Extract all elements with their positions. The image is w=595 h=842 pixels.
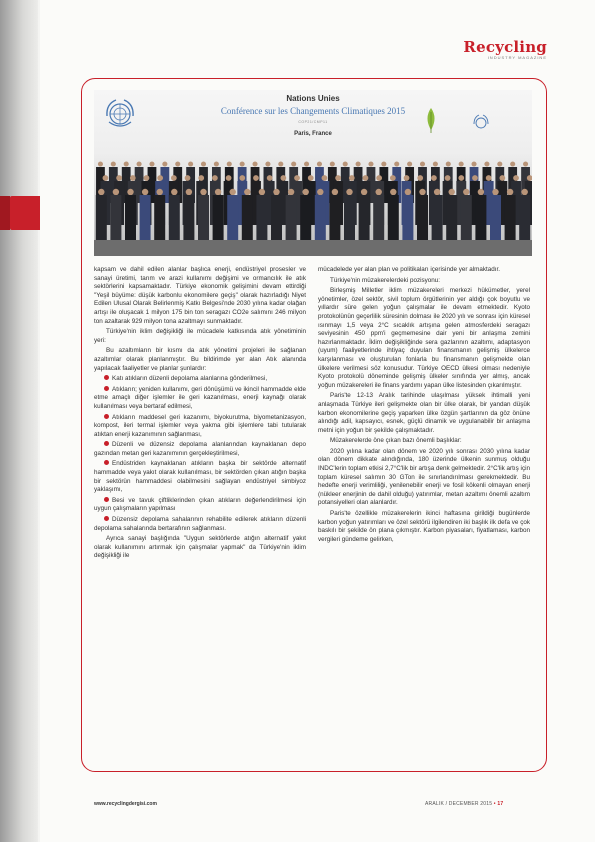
brand-tagline: INDUSTRY MAGAZINE bbox=[487, 55, 547, 60]
delegate-head bbox=[322, 175, 328, 181]
delegate-head bbox=[185, 175, 191, 181]
paragraph: 2020 yılına kadar olan dönem ve 2020 yılı sonrası 2030 yılına kadar olan dönem dikkate alındığında, 180 üzerinde ülkenin sunmuş olduğu INDC'lerin toplam etkisi 2,7°C'lik bir artışa denk gelmektedir. 2°C'lik artış için toplam küresel salımın 30 GTon ile sınırlandırılması gerekmektedir. Bu hedefte enerji verimliliği, yenilenebilir enerji ve fosil kökenli olmayan enerji (nükleer enerjinin de dahil olduğu) yatırımlar, metan azaltımı önemli azaltım potansiyelleri olan alanlardır. bbox=[318, 447, 530, 507]
delegate-head bbox=[267, 175, 273, 181]
delegate-head bbox=[376, 175, 382, 181]
brand-logo: Recycling bbox=[463, 38, 547, 56]
delegate-head bbox=[200, 189, 206, 195]
delegate-head bbox=[226, 175, 232, 181]
delegate-head bbox=[214, 161, 219, 166]
delegate-body bbox=[110, 195, 121, 245]
delegate-head bbox=[349, 175, 355, 181]
delegate-body bbox=[169, 195, 180, 245]
binding-spine bbox=[0, 0, 38, 842]
delegate-head bbox=[405, 189, 411, 195]
delegates-group-photo bbox=[94, 148, 532, 256]
delegate-head bbox=[390, 175, 396, 181]
paragraph: Türkiye'nin müzakerelerdeki pozisyonu: bbox=[330, 276, 441, 284]
delegate-head bbox=[343, 161, 348, 166]
delegate-head bbox=[186, 189, 192, 195]
bullet-paragraph: Atıkların maddesel geri kazanımı, biyokurutma, biyometanizasyon, kompost, ileri termal işlemler veya yakma gibi işlemlere tabi tutularak atıktan enerji kazanımının sağlanması, bbox=[94, 413, 306, 438]
delegate-body bbox=[154, 195, 165, 245]
delegate-head bbox=[507, 189, 513, 195]
delegate-head bbox=[273, 189, 279, 195]
bullet-paragraph: Düzensiz depolama sahalarının rehabilite edilerek atıkların düzenli depolama sahalarında bertarafının sağlanması. bbox=[94, 516, 306, 532]
delegate-head bbox=[259, 189, 265, 195]
delegate-head bbox=[98, 189, 104, 195]
delegate-head bbox=[332, 189, 338, 195]
banner-city: Paris, France bbox=[294, 131, 332, 137]
paragraph: Birleşmiş Milletler iklim müzakereleri merkezi hükümetler, yerel yönetimler, özel sektör, sivil toplum örgütlerinin yer aldığı çok boyutlu ve yıllardır süre gelen yoğun çalışmalar ile devam etmektedir. Kyoto protokolünün geçerlilik süresinin dolması ile 2020 yılı ve sonrası için küresel ısınmayı 1,5 veya 2°C sıcaklık artışına gelen atmosferdeki seragazı seviyesinin 450 ppm'i geçmemesine dair yeni bir anlaşma zemini hazırlanmaktadır. İklim değişikliğinde sera gazlarının azaltımı, adaptasyon (uyum) faaliyetlerinde ihtiyaç duyulan finansmanın gelişmiş ülkelerce karşılanması ve oluşturulan fonlarla bu finansmanın gelişmekte olan ülkelere verilmesi söz konusudur. Türkiye OECD ülkesi olması nedeniyle Kyoto protokolü döneminde gelişmiş ülkeler sınıfında yer almış, ancak yoğun müzakereleri ile finans yardımı yapan ülke listesinden çıkarılmıştır. bbox=[318, 287, 530, 389]
delegate-head bbox=[98, 161, 103, 166]
delegate-head bbox=[291, 161, 296, 166]
delegate-head bbox=[265, 161, 270, 166]
delegate-head bbox=[111, 161, 116, 166]
delegate-body bbox=[227, 195, 238, 245]
bullet-dot-icon bbox=[104, 386, 109, 391]
left-column bbox=[94, 266, 306, 563]
un-emblem-small-icon bbox=[472, 114, 490, 132]
delegate-head bbox=[407, 161, 412, 166]
delegate-head bbox=[240, 161, 245, 166]
delegate-head bbox=[449, 189, 455, 195]
delegate-head bbox=[330, 161, 335, 166]
right-column bbox=[318, 266, 530, 546]
footer-issue-label: ARALIK / DECEMBER 2015 bbox=[425, 801, 493, 807]
delegate-body bbox=[402, 195, 413, 245]
delegate-head bbox=[420, 161, 425, 166]
delegate-head bbox=[280, 175, 286, 181]
delegate-head bbox=[113, 189, 119, 195]
delegate-head bbox=[419, 189, 425, 195]
delegate-head bbox=[252, 161, 257, 166]
delegate-head bbox=[523, 161, 528, 166]
delegate-head bbox=[175, 161, 180, 166]
delegate-head bbox=[492, 189, 498, 195]
delegate-head bbox=[212, 175, 218, 181]
delegate-head bbox=[394, 161, 399, 166]
banner-title: Nations Unies bbox=[286, 94, 340, 103]
bullet-dot-icon bbox=[104, 460, 109, 465]
delegate-head bbox=[103, 175, 109, 181]
delegate-head bbox=[304, 161, 309, 166]
bullet-dot-icon bbox=[104, 414, 109, 419]
delegate-body bbox=[125, 195, 136, 245]
delegate-body bbox=[432, 195, 443, 245]
delegate-head bbox=[227, 161, 232, 166]
delegate-head bbox=[303, 189, 309, 195]
delegate-head bbox=[294, 175, 300, 181]
delegate-head bbox=[171, 189, 177, 195]
delegate-body bbox=[256, 195, 267, 245]
bullet-dot-icon bbox=[104, 497, 109, 502]
bullet-paragraph: Atıkların; yeniden kullanımı, geri dönüşümü ve ikincil hammadde elde etme amaçlı diğer işlemler ile geri kazanılması, enerji kaynağı olarak kullanılması veya bertaraf edilmesi, bbox=[94, 385, 306, 410]
delegate-head bbox=[230, 189, 236, 195]
delegate-head bbox=[445, 175, 451, 181]
delegate-body bbox=[505, 195, 516, 245]
delegate-head bbox=[142, 189, 148, 195]
delegate-head bbox=[434, 189, 440, 195]
delegate-body bbox=[329, 195, 340, 245]
delegate-head bbox=[499, 175, 505, 181]
footer-issue bbox=[425, 801, 503, 807]
delegate-head bbox=[381, 161, 386, 166]
delegate-body bbox=[242, 195, 253, 245]
cop21-leaf-icon bbox=[424, 106, 438, 134]
delegate-head bbox=[404, 175, 410, 181]
delegate-head bbox=[431, 175, 437, 181]
bullet-paragraph: Besi ve tavuk çiftliklerinden çıkan atıkların değerlendirilmesi için uygun çalışmaların yapılması bbox=[94, 496, 306, 513]
delegate-head bbox=[198, 175, 204, 181]
paragraph: Ayrıca sanayi başlığında "Uygun sektörlerde atığın alternatif yakıt olarak kullanımını artırmak için çalışmalar yapmak" da Türkiye'nin iklim değişikliği ile bbox=[94, 535, 306, 560]
delegate-body bbox=[183, 195, 194, 245]
delegate-head bbox=[363, 175, 369, 181]
banner-subtitle: Conférence sur les Changements Climatiques 2015 bbox=[220, 106, 406, 116]
delegate-head bbox=[368, 161, 373, 166]
delegate-head bbox=[472, 175, 478, 181]
bullet-paragraph: Endüstriden kaynaklanan atıkların başka bir sektörde alternatif hammadde veya yakıt olarak kullanılması, bir sektörden çıkan atığın başka bir sektörün hammaddesi olabilmesini sağlayan endüstriyel simbiyoz yaklaşımı, bbox=[94, 460, 306, 494]
paragraph: kapsam ve dahil edilen alanlar başlıca enerji, endüstriyel prosesler ve sanayi üretimi, tarım ve arazi kullanımı değişimi ve ormancılık ile atık sektörlerini kapsamaktadır. Türkiye ekonomik gelişimini devam ettirdiği "Yeşil büyüme: düşük karbonlu ekonomilere geçiş" olarak hazırladığı Niyet Edilen Ulusal Olarak Belirlenmiş Katkı Belgesi'nde 2030 yılına kadar olağan artışı ile oluşacak 1 milyon 175 bin ton seragazı CO2e salımını 246 milyon ton azaltarak 929 milyon tona azaltmayı sunmaktadır. bbox=[94, 266, 306, 325]
delegate-body bbox=[344, 195, 355, 245]
delegate-body bbox=[315, 195, 326, 245]
banner-cop-label: COP21/CMP11 bbox=[298, 120, 328, 124]
delegate-head bbox=[288, 189, 294, 195]
page-number: 17 bbox=[497, 801, 504, 807]
delegate-head bbox=[162, 161, 167, 166]
delegate-head bbox=[471, 161, 476, 166]
magazine-brand bbox=[463, 38, 547, 60]
delegate-head bbox=[317, 161, 322, 166]
delegate-head bbox=[510, 161, 515, 166]
delegate-head bbox=[484, 161, 489, 166]
delegate-head bbox=[124, 161, 129, 166]
paragraph: Müzakerelerde öne çıkan bazı önemli başlıklar: bbox=[330, 437, 462, 445]
delegate-head bbox=[390, 189, 396, 195]
paragraph: Türkiye'nin iklim değişikliği ile mücadele katkısında atık yönetiminin yeri: bbox=[94, 328, 306, 344]
delegate-body bbox=[461, 195, 472, 245]
delegate-head bbox=[446, 161, 451, 166]
page-edge-tab bbox=[10, 196, 40, 230]
delegate-head bbox=[188, 161, 193, 166]
delegate-body bbox=[198, 195, 209, 245]
delegate-head bbox=[171, 175, 177, 181]
bullet-dot-icon bbox=[104, 441, 109, 446]
delegate-head bbox=[149, 161, 154, 166]
delegate-head bbox=[201, 161, 206, 166]
paragraph: Bu azaltımların bir kısmı da atık yönetimi projeleri ile sağlanan azaltımlar olarak planlanmıştır. Bu bildirimde yer alan Atık alanında yapılacak faaliyetler ve planlar şunlardır: bbox=[94, 347, 306, 372]
delegate-head bbox=[144, 175, 150, 181]
delegate-body bbox=[373, 195, 384, 245]
delegate-body bbox=[519, 195, 530, 245]
delegate-head bbox=[253, 175, 259, 181]
delegate-body bbox=[96, 195, 107, 245]
delegate-body bbox=[271, 195, 282, 245]
bullet-dot-icon bbox=[104, 516, 109, 521]
delegate-head bbox=[335, 175, 341, 181]
paragraph: Paris'te özellikle müzakerelerin ikinci haftasına girildiği bugünlerde karbon yoğun yatırımları ve özel sektörü ilgilendiren iki başlık ilk defa ve çok baskılı bir şekilde ön plana çıkmıştır. Karbon piyasaları, fiyatlaması, karbon vergileri gündeme gelirken, bbox=[318, 510, 530, 543]
delegate-body bbox=[359, 195, 370, 245]
delegate-head bbox=[278, 161, 283, 166]
delegate-head bbox=[361, 189, 367, 195]
bullet-dot-icon bbox=[104, 375, 109, 380]
delegate-head bbox=[522, 189, 528, 195]
delegate-head bbox=[116, 175, 122, 181]
delegate-body bbox=[300, 195, 311, 245]
delegate-head bbox=[463, 189, 469, 195]
delegate-body bbox=[213, 195, 224, 245]
delegate-body bbox=[446, 195, 457, 245]
delegate-head bbox=[244, 189, 250, 195]
paragraph: mücadelede yer alan plan ve politikaları içerisinde yer almaktadır. bbox=[318, 266, 501, 273]
delegate-body bbox=[140, 195, 151, 245]
delegate-head bbox=[317, 189, 323, 195]
delegate-head bbox=[130, 175, 136, 181]
delegate-body bbox=[475, 195, 486, 245]
bullet-paragraph: Katı atıkların düzenli depolama alanlarına gönderilmesi, bbox=[94, 375, 306, 384]
delegate-head bbox=[433, 161, 438, 166]
delegate-head bbox=[157, 175, 163, 181]
delegate-body bbox=[490, 195, 501, 245]
bullet-paragraph: Düzenli ve düzensiz depolama alanlarından kaynaklanan depo gazından metan geri kazanımının gerçekleştirilmesi, bbox=[94, 441, 306, 457]
footer-separator: • bbox=[493, 801, 496, 807]
delegate-head bbox=[478, 189, 484, 195]
delegate-head bbox=[346, 189, 352, 195]
article-photo bbox=[94, 90, 532, 256]
delegate-head bbox=[486, 175, 492, 181]
delegate-head bbox=[513, 175, 519, 181]
delegate-body bbox=[417, 195, 428, 245]
delegate-head bbox=[137, 161, 142, 166]
delegate-body bbox=[286, 195, 297, 245]
delegate-head bbox=[458, 175, 464, 181]
delegate-head bbox=[215, 189, 221, 195]
delegate-head bbox=[417, 175, 423, 181]
page-edge-tab-shadow bbox=[0, 196, 10, 230]
delegate-head bbox=[157, 189, 163, 195]
paragraph: Paris'te 12-13 Aralık tarihinde ulaşılması yüksek ihtimalli yeni anlaşmada Türkiye ileri gelişmekte olan bir ülke olarak, bir yandan düşük karbon ekonomilerine geçiş yaparken ülke özgün şartlarının da göz önüne alındığı adil, kapsayıcı, esnek, güçlü dinamik ve uygulanabilir bir anlaşma metni için yoğun bir şekilde çalışmaktadır. bbox=[318, 392, 530, 434]
delegate-head bbox=[356, 161, 361, 166]
delegate-head bbox=[459, 161, 464, 166]
delegate-head bbox=[376, 189, 382, 195]
delegate-head bbox=[239, 175, 245, 181]
delegate-head bbox=[308, 175, 314, 181]
delegate-body bbox=[388, 195, 399, 245]
delegate-head bbox=[127, 189, 133, 195]
footer-url[interactable]: www.recyclingdergisi.com bbox=[94, 801, 157, 807]
delegate-head bbox=[497, 161, 502, 166]
